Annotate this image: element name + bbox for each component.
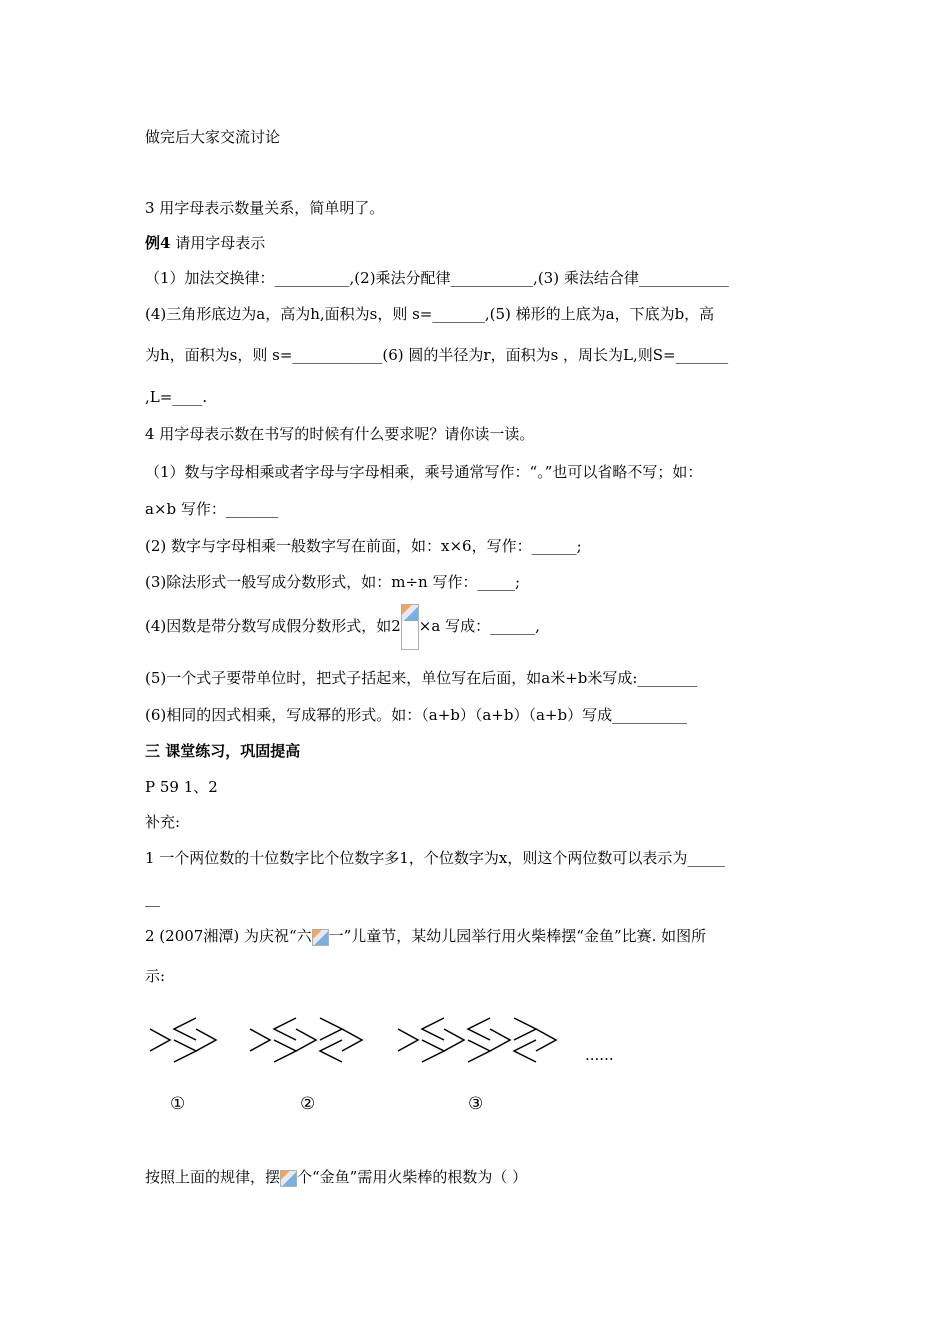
text-line-L: ,L=____. [145,388,208,406]
text-line-3: 3 用字母表示数量关系，简单明了。 [145,199,385,217]
rule-3: (3)除法形式一般写成分数形式，如：m÷n 写作：_____; [145,573,521,591]
question-2-ask [145,1167,527,1187]
example-4-text: 请用字母表示 [170,234,266,252]
figure-label-2: ② [300,1094,316,1114]
text-line-triangle: (4)三角形底边为a，高为h,面积为s，则 s=_______,(5) 梯形的上底为a，下底为b，高 [145,305,715,323]
rule-4-text-b: ×a 写成：______, [418,617,540,635]
example-4-label: 例4 [145,234,171,252]
question-2-ask-a: 按照上面的规律，摆 [145,1168,281,1186]
figure-label-3: ③ [468,1094,484,1114]
question-2-cont: 示: [145,967,166,985]
text-line-4: 4 用字母表示数在书写的时候有什么要求呢？请你读一读。 [145,425,535,443]
section-3-heading: 三 课堂练习，巩固提高 [145,742,301,760]
n-image-icon [280,1170,297,1187]
text-line-discussion: 做完后大家交流讨论 [145,128,281,146]
goldfish-2 [250,1018,362,1062]
text-line-laws: （1）加法交换律：__________,(2)乘法分配律___________,(3) 乘法结合律____________ [145,269,729,287]
rule-1: （1）数与字母相乘或者字母与字母相乘，乘号通常写作：“。”也可以省略不写；如： [145,463,703,481]
question-1: 1 一个两位数的十位数字比个位数字多1，个位数字为x，则这个两位数可以表示为_____ [145,849,725,867]
text-line-supplement: 补充: [145,813,181,831]
goldfish-3 [398,1018,556,1062]
rule-6: (6)相同的因式相乘，写成幂的形式。如：（a+b）（a+b）（a+b）写成__________ [145,706,688,724]
rule-5: (5)一个式子要带单位时，把式子括起来，单位写在后面，如a米+b米写成:________ [145,669,698,687]
goldfish-1 [150,1018,216,1062]
question-2-ask-b: 个“金鱼”需用火柴棒的根数为（ ） [297,1168,528,1186]
rule-4-text-a: (4)因数是带分数写成假分数形式，如2 [145,617,401,635]
figure-label-1: ① [170,1094,186,1114]
text-line-circle: 为h，面积为s，则 s=____________(6) 圆的半径为r，面积为s ，周长为L,则S=_______ [145,346,729,364]
rule-1-example: a×b 写作：_______ [145,500,279,518]
figure-ellipsis: ...... [585,1046,614,1064]
question-1-cont: __ [145,889,160,907]
rule-2: (2) 数字与字母相乘一般数字写在前面，如：x×6，写作：______; [145,537,582,555]
question-2-text-b: 一”儿童节，某幼儿园举行用火柴棒摆“金鱼”比赛. 如图所 [328,927,707,945]
question-2-text-a: 2 (2007湘潭) 为庆祝“六 [145,927,312,945]
text-line-p59: P 59 1、2 [145,778,218,796]
